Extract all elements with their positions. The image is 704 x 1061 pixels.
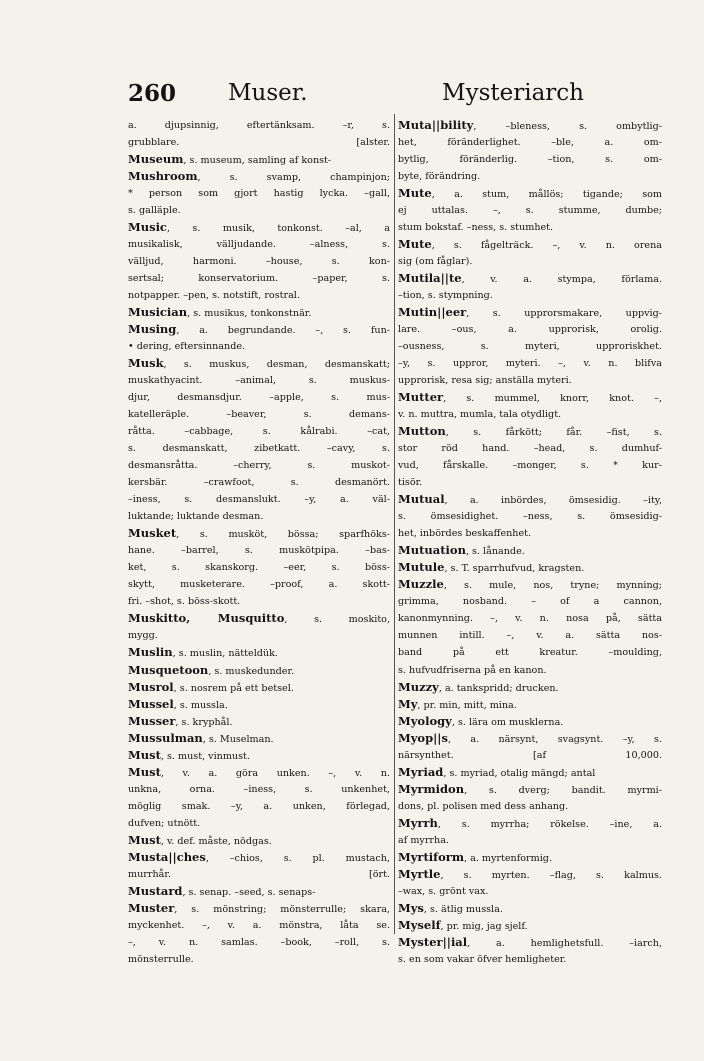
entry-line: skytt, musketerare. –proof, a. skott-: [128, 579, 390, 591]
entry-line: s. desmanskatt, zibetkatt. –cavy, s.: [128, 443, 390, 455]
headword: Muskitto, Musquitto: [128, 611, 285, 626]
entry-line: Musrol, s. nosrem på ett betsel.: [128, 679, 294, 694]
entry-line: –ousness, s. myteri, upproriskhet.: [398, 341, 662, 353]
entry-line: grimma, nosband. – of a cannon,: [398, 596, 662, 608]
entry-line: af myrrha.: [398, 834, 449, 846]
headword: Muslin: [128, 645, 173, 660]
entry-line: djur, desmansdjur. –apple, s. mus-: [128, 392, 390, 404]
headword: Mutual: [398, 492, 445, 507]
entry-line: Must, s. must, vinmust.: [128, 747, 250, 762]
entry-line: Mussulman, s. Muselman.: [128, 730, 274, 745]
headword: Mutuation: [398, 543, 466, 558]
entry-line: Mutule, s. T. sparrhufvud, kragsten.: [398, 560, 585, 575]
headword: Myrtiform: [398, 849, 464, 864]
left-guide-word: Muser.: [228, 80, 308, 106]
entry-line: välljud, harmoni. –house, s. kon-: [128, 256, 390, 268]
entry-line: Musk, s. muskus, desman, desmanskatt;: [128, 356, 390, 371]
headword: Mussulman: [128, 730, 203, 745]
headword: Musing: [128, 322, 177, 337]
headword: Muzzy: [398, 679, 439, 694]
entry-line: stor röd hand. –head, s. dumhuf-: [398, 443, 662, 455]
entry-line: muskathyacint. –animal, s. muskus-: [128, 375, 390, 387]
entry-line: Myrrh, s. myrrha; rökelse. –ine, a.: [398, 815, 662, 830]
entry-line: Mutter, s. mummel, knorr, knot. –,: [398, 390, 662, 405]
headword: Myriad: [398, 764, 444, 779]
headword: Myrmidon: [398, 781, 465, 796]
entry-line: råtta. –cabbage, s. kålrabi. –cat,: [128, 426, 390, 438]
entry-line: Myster||ial, a. hemlighetsfull. –iarch,: [398, 934, 662, 949]
entry-line: v. n. muttra, mumla, tala otydligt.: [398, 409, 562, 421]
entry-line: byte, förändring.: [398, 171, 481, 183]
entry-line: sertsal; konservatorium. –paper, s.: [128, 273, 390, 285]
entry-line: –tion, s. stympning.: [398, 290, 493, 302]
entry-line: Musta||ches, –chios, s. pl. mustach,: [128, 849, 390, 864]
entry-line: Muskitto, Musquitto, s. moskito,: [128, 611, 391, 626]
entry-line: Musing, a. begrundande. –, s. fun-: [128, 322, 390, 337]
entry-line: s. hufvudfriserna på en kanon.: [398, 664, 547, 676]
headword: Mute: [398, 186, 432, 201]
entry-line: upprorisk, resa sig; anställa myteri.: [398, 375, 572, 387]
headword: Must: [128, 764, 161, 779]
entry-line: kersbär. –crawfoot, s. desmanört.: [128, 477, 390, 489]
entry-line: Mutila||te, v. a. stympa, förlama.: [398, 271, 662, 286]
entry-line: Mushroom, s. svamp, champinjon;: [128, 169, 390, 184]
entry-line: Myriad, s. myriad, otalig mängd; antal: [398, 764, 596, 779]
entry-line: kanonmynning. –, v. n. nosa på, sätta: [398, 613, 662, 625]
entry-line: band på ett kreatur. –moulding,: [398, 647, 662, 659]
entry-line: ket, s. skanskorg. –eer, s. böss-: [128, 562, 390, 574]
headword: Music: [128, 220, 167, 235]
headword: Mustard: [128, 883, 183, 898]
entry-line: katelleräple. –beaver, s. demans-: [128, 409, 390, 421]
entry-line: dons, pl. polisen med dess anhang.: [398, 800, 569, 812]
entry-line: sig (om fåglar).: [398, 256, 473, 268]
headword: Mutila||te: [398, 271, 462, 286]
entry-line: –, v. n. samlas. –book, –roll, s.: [128, 936, 390, 948]
headword: Mys: [398, 900, 424, 915]
entry-line: Must, v. def. måste, nödgas.: [128, 832, 272, 847]
headword: Myrtle: [398, 866, 441, 881]
headword: Mushroom: [128, 169, 198, 184]
column-divider: [394, 114, 395, 934]
entry-line: Musser, s. kryphål.: [128, 713, 233, 728]
headword: Mutule: [398, 560, 445, 575]
headword: Myop||s: [398, 730, 448, 745]
entry-line: s. en som vakar öfver hemligheter.: [398, 953, 567, 965]
headword: Mutton: [398, 424, 446, 439]
entry-line: unkna, orna. –iness, s. unkenhet,: [128, 783, 390, 795]
entry-line: Myology, s. lära om musklerna.: [398, 713, 564, 728]
entry-line: –wax, s. grönt vax.: [398, 885, 489, 897]
entry-line: s. ömsesidighet. –ness, s. ömsesidig-: [398, 511, 662, 523]
entry-line: stum bokstaf. –ness, s. stumhet.: [398, 222, 554, 234]
entry-line: dufven; utnött.: [128, 817, 201, 829]
entry-line: Musquetoon, s. muskedunder.: [128, 662, 295, 677]
entry-line: Musket, s. musköt, bössa; sparfhöks-: [128, 526, 390, 541]
entry-line: munnen intill. –, v. a. sätta nos-: [398, 630, 662, 642]
entry-line: ej uttalas. –, s. stumme, dumbe;: [398, 205, 662, 217]
entry-line: Mys, s. ätlig mussla.: [398, 900, 503, 915]
headword: Museum: [128, 152, 184, 167]
headword: My: [398, 696, 418, 711]
page-number: 260: [128, 80, 177, 107]
headword: Musquetoon: [128, 662, 209, 677]
entry-line: bytlig, föränderlig. –tion, s. om-: [398, 154, 662, 166]
entry-line: fri. –shot, s. böss-skott.: [128, 596, 241, 608]
right-column: [398, 117, 662, 965]
right-guide-word: Mysteriarch: [442, 80, 584, 106]
headword: Muta||bility: [398, 118, 474, 132]
entry-line: grubblare. [alster.: [128, 137, 390, 149]
page-header: [128, 80, 584, 112]
headword: Musrol: [128, 679, 174, 694]
entry-line: Musician, s. musikus, tonkonstnär.: [128, 305, 312, 320]
headword: Musician: [128, 305, 188, 320]
entry-line: Mute, a. stum, mållös; tigande; som: [398, 186, 662, 201]
entry-line: Museum, s. museum, samling af konst-: [128, 152, 332, 167]
entry-line: myckenhet. –, v. a. mönstra, låta se.: [128, 919, 390, 931]
entry-line: Mute, s. fågelträck. –, v. n. orena: [398, 237, 662, 252]
entry-line: Muster, s. mönstring; mönsterrulle; skara,: [128, 900, 390, 915]
headword: Musk: [128, 356, 164, 371]
headword: Musser: [128, 713, 176, 728]
entry-line: Mutin||eer, s. upprorsmakare, uppvig-: [398, 305, 662, 320]
entry-line: tisör.: [398, 477, 423, 489]
entry-line: desmansråtta. –cherry, s. muskot-: [128, 460, 390, 472]
entry-line: Mutuation, s. lånande.: [398, 543, 525, 558]
entry-line: –iness, s. desmanslukt. –y, a. väl-: [128, 494, 390, 506]
entry-line: Mutual, a. inbördes, ömsesidig. –ity,: [398, 492, 662, 507]
headword: Mussel: [128, 696, 174, 711]
headword: Muzzle: [398, 577, 444, 592]
entry-line: närsynthet. [af 10,000.: [398, 749, 662, 761]
headword: Myself: [398, 917, 441, 932]
entry-line: Muslin, s. muslin, nätteldük.: [128, 645, 278, 660]
entry-line: Myop||s, a. närsynt, svagsynt. –y, s.: [398, 730, 662, 745]
headword: Myster||ial: [398, 934, 468, 949]
entry-line: * person som gjort hastig lycka. –gall,: [128, 188, 390, 200]
entry-line: het, föränderlighet. –ble, a. om-: [398, 137, 662, 149]
headword: Must: [128, 832, 161, 847]
entry-line: Muzzle, s. mule, nos, tryne; mynning;: [398, 577, 662, 592]
entry-line: Myself, pr. mig, jag sjelf.: [398, 917, 528, 932]
entry-line: Muzzy, a. tankspridd; drucken.: [398, 679, 559, 694]
entry-line: Mussel, s. mussla.: [128, 696, 228, 711]
entry-line: Mutton, s. fårkött; får. –fist, s.: [398, 424, 662, 439]
headword: Musket: [128, 526, 177, 541]
entry-line: Myrmidon, s. dverg; bandit. myrmi-: [398, 781, 662, 796]
entry-line: hane. –barrel, s. muskötpipa. –bas-: [128, 545, 390, 557]
entry-line: möglig smak. –y, a. unken, förlegad,: [128, 800, 390, 812]
entry-line: My, pr. min, mitt, mina.: [398, 696, 517, 711]
entry-line: a. djupsinnig, eftertänksam. –r, s.: [128, 120, 390, 131]
entry-line: –y, s. uppror, myteri. –, v. n. blifva: [398, 358, 662, 370]
entry-line: Myrtle, s. myrten. –flag, s. kalmus.: [398, 866, 662, 881]
headword: Myrrh: [398, 815, 438, 830]
entry-line: Mustard, s. senap. –seed, s. senaps-: [128, 883, 316, 898]
entry-line: • dering, eftersinnande.: [128, 341, 246, 353]
entry-line: musikalisk, välljudande. –alness, s.: [128, 239, 390, 251]
headword: Must: [128, 747, 161, 762]
entry-line: Must, v. a. göra unken. –, v. n.: [128, 764, 390, 779]
entry-line: het, inbördes beskaffenhet.: [398, 528, 532, 540]
entry-line: mygg.: [128, 630, 158, 642]
headword: Mutin||eer: [398, 305, 467, 320]
entry-line: notpapper. –pen, s. notstift, rostral.: [128, 290, 300, 302]
headword: Mute: [398, 237, 432, 252]
entry-line: luktande; luktande desman.: [128, 511, 264, 523]
entry-line: vud, fårskalle. –monger, s. * kur-: [398, 460, 662, 472]
headword: Mutter: [398, 390, 444, 405]
headword: Myology: [398, 713, 452, 728]
headword: Musta||ches: [128, 849, 206, 864]
headword: Muster: [128, 900, 175, 915]
entry-line: lare. –ous, a. upprorisk, orolig.: [398, 324, 662, 336]
entry-line: Myrtiform, a. myrtenformig.: [398, 849, 553, 864]
entry-line: Music, s. musik, tonkonst. –al, a: [128, 220, 390, 235]
entry-line: s. galläple.: [128, 205, 181, 217]
left-column: [128, 117, 391, 965]
entry-line: Muta||bility, –bleness, s. ombytlig-: [398, 118, 662, 132]
entry-line: murrhår. [ört.: [128, 868, 390, 880]
entry-line: mönsterrulle.: [128, 953, 194, 965]
